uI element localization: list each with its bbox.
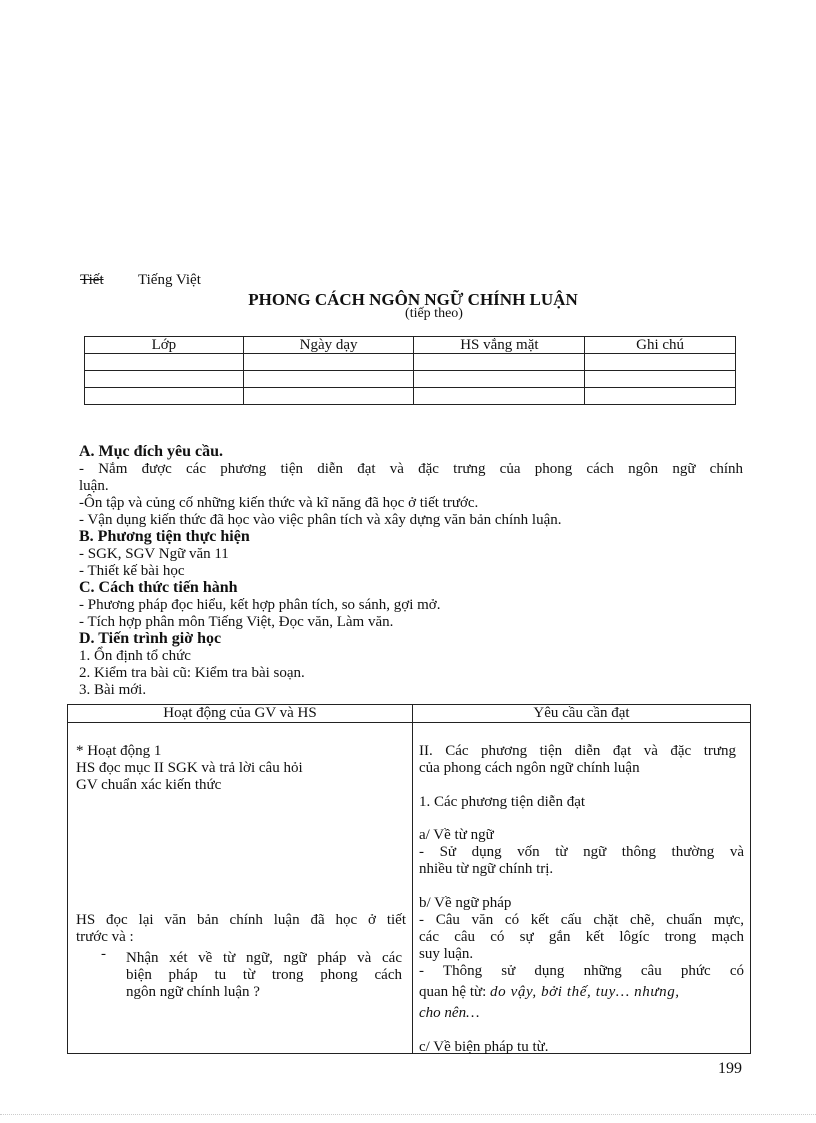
right-text: các câu có sự gắn kết lôgíc trong mạch bbox=[419, 929, 744, 945]
attendance-cell[interactable] bbox=[414, 354, 585, 371]
section-a-line bbox=[79, 461, 743, 478]
attendance-header-cell: HS vắng mặt bbox=[414, 337, 585, 354]
section-b-line: - SGK, SGV Ngữ văn 11 bbox=[79, 546, 229, 562]
right-text: 1. Các phương tiện diễn đạt bbox=[419, 794, 586, 810]
right-text: - Thông sử dụng những câu phức có bbox=[419, 963, 744, 979]
section-b-heading: B. Phương tiện thực hiện bbox=[79, 528, 250, 545]
attendance-cell[interactable] bbox=[585, 371, 736, 388]
attendance-cell[interactable] bbox=[414, 388, 585, 405]
attendance-row bbox=[85, 388, 736, 405]
bullet-icon: - bbox=[101, 946, 106, 962]
attendance-header-cell: Ngày dạy bbox=[243, 337, 414, 354]
left-text: trước và : bbox=[76, 929, 134, 945]
page-number: 199 bbox=[718, 1060, 742, 1077]
section-c-heading: C. Cách thức tiến hành bbox=[79, 579, 238, 596]
attendance-cell[interactable] bbox=[85, 388, 244, 405]
attendance-row bbox=[85, 354, 736, 371]
section-c-line: - Tích hợp phân môn Tiếng Việt, Đọc văn, Làm văn. bbox=[79, 614, 394, 630]
right-text: - Câu văn có kết cấu chặt chẽ, chuẩn mực, bbox=[419, 912, 744, 928]
left-text: GV chuẩn xác kiến thức bbox=[76, 777, 222, 793]
right-text: II. Các phương tiện diễn đạt và đặc trưng bbox=[419, 743, 736, 759]
column-divider bbox=[412, 705, 413, 1053]
page-bottom-divider bbox=[0, 1114, 816, 1115]
section-c-line: - Phương pháp đọc hiểu, kết hợp phân tích, so sánh, gợi mở. bbox=[79, 597, 441, 613]
lesson-table-header-right: Yêu cầu cần đạt bbox=[413, 705, 750, 723]
right-text-italic: cho nên… bbox=[419, 1005, 480, 1021]
right-text-italic: do vậy, bởi thế, tuy… nhưng, bbox=[490, 984, 680, 1000]
left-text: HS đọc lại văn bản chính luận đã học ở tiết bbox=[76, 912, 406, 928]
section-d-line: 2. Kiểm tra bài cũ: Kiểm tra bài soạn. bbox=[79, 665, 305, 681]
section-a-text: - Nắm được các phương tiện diễn đạt và đặc trưng của phong cách ngôn ngữ chính bbox=[79, 461, 743, 477]
bullet-text: biện pháp tu từ trong phong cách bbox=[126, 967, 402, 983]
section-b-line: - Thiết kế bài học bbox=[79, 563, 185, 579]
left-text: HS đọc mục II SGK và trả lời câu hỏi bbox=[76, 760, 303, 776]
attendance-header-cell: Ghi chú bbox=[585, 337, 736, 354]
attendance-cell[interactable] bbox=[85, 354, 244, 371]
lesson-period-label: Tiết bbox=[80, 272, 104, 288]
right-text: a/ Về từ ngữ bbox=[419, 827, 494, 843]
section-d-line: 1. Ổn định tổ chức bbox=[79, 648, 191, 664]
right-text: nhiều từ ngữ chính trị. bbox=[419, 861, 554, 877]
attendance-cell[interactable] bbox=[243, 388, 414, 405]
attendance-cell[interactable] bbox=[585, 388, 736, 405]
attendance-row bbox=[85, 371, 736, 388]
attendance-cell[interactable] bbox=[243, 371, 414, 388]
section-a-line: - Vận dụng kiến thức đã học vào việc phân tích và xây dựng văn bản chính luận. bbox=[79, 512, 562, 528]
right-text: b/ Về ngữ pháp bbox=[419, 895, 512, 911]
page-title: PHONG CÁCH NGÔN NGỮ CHÍNH LUẬN bbox=[248, 290, 578, 309]
attendance-cell[interactable] bbox=[85, 371, 244, 388]
lesson-table bbox=[67, 704, 751, 1054]
subject-label: Tiếng Việt bbox=[138, 272, 201, 288]
right-text-plain: quan hệ từ: bbox=[419, 984, 491, 1000]
section-a-line: -Ôn tập và củng cố những kiến thức và kĩ năng đã học ở tiết trước. bbox=[79, 495, 479, 511]
section-d-line: 3. Bài mới. bbox=[79, 682, 147, 698]
bullet-text: Nhận xét về từ ngữ, ngữ pháp và các bbox=[126, 950, 402, 966]
activity-label: * Hoạt động 1 bbox=[76, 743, 162, 759]
attendance-header-row bbox=[85, 337, 736, 354]
page-subtitle: (tiếp theo) bbox=[405, 306, 463, 321]
right-text: suy luận. bbox=[419, 946, 474, 962]
lesson-table-header-left: Hoạt động của GV và HS bbox=[68, 705, 412, 723]
right-text: - Sử dụng vốn từ ngữ thông thường và bbox=[419, 844, 744, 860]
right-text: của phong cách ngôn ngữ chính luận bbox=[419, 760, 640, 776]
right-text bbox=[419, 984, 744, 1001]
section-a-heading: A. Mục đích yêu cầu. bbox=[79, 443, 223, 460]
section-a-line: luận. bbox=[79, 478, 109, 494]
bullet-text: ngôn ngữ chính luận ? bbox=[126, 984, 260, 1000]
attendance-header-cell: Lớp bbox=[85, 337, 244, 354]
attendance-cell[interactable] bbox=[414, 371, 585, 388]
attendance-cell[interactable] bbox=[585, 354, 736, 371]
right-text: c/ Về biện pháp tu từ. bbox=[419, 1039, 549, 1055]
section-d-heading: D. Tiến trình giờ học bbox=[79, 630, 222, 647]
attendance-cell[interactable] bbox=[243, 354, 414, 371]
attendance-table bbox=[84, 336, 736, 405]
